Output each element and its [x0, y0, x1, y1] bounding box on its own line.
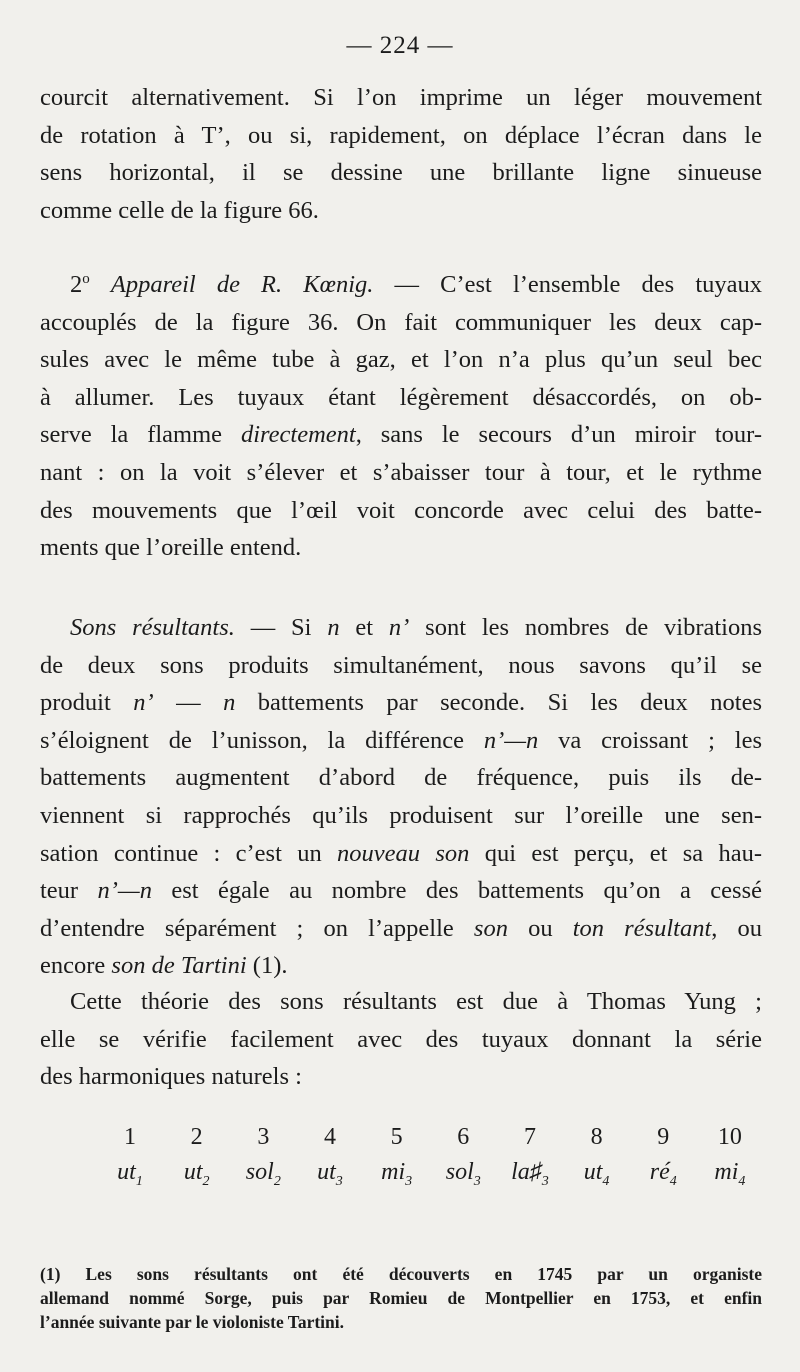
footnote-line: l’année suivante par le violoniste Tartini. — [40, 1312, 345, 1332]
text-line: elle se vérifie facilement avec des tuyaux donnant la série — [40, 1025, 762, 1053]
harmonic-note: $mi_4$ — [714, 1159, 746, 1189]
harmonic-number: 1 — [124, 1124, 136, 1150]
harmonic-number: 5 — [390, 1124, 403, 1150]
variable: n — [327, 614, 340, 641]
text-line: des harmoniques naturels : — [40, 1063, 302, 1091]
octave-index: 3 — [335, 1173, 343, 1189]
text-run: serve la flamme — [40, 421, 241, 449]
harmonic-note: sol$_3$ — [445, 1159, 481, 1189]
paragraph-1 — [40, 79, 762, 229]
emphasis: directement — [240, 421, 356, 449]
emphasis: ton résultant — [572, 914, 712, 942]
text-line: ments que l’oreille entend. — [40, 534, 302, 562]
text-line: sules avec le même tube à gaz, et l’on n’a plus qu’un seul bec — [40, 346, 762, 374]
harmonic-number: 7 — [523, 1124, 536, 1150]
harmonic-numbers-row — [98, 1124, 762, 1151]
paragraph-3 — [40, 609, 762, 985]
text-line — [40, 947, 762, 985]
footnote-ref: (1). — [246, 952, 288, 980]
harmonic-note: $ut_2$ — [183, 1159, 210, 1189]
text-line — [40, 872, 762, 910]
harmonic-note: sol$_2$ — [245, 1159, 281, 1189]
expression: n’—n — [97, 877, 152, 905]
octave-index: 3 — [473, 1173, 481, 1189]
section-heading: Sons résultants. — [70, 614, 235, 641]
text-line: de rotation à T’, ou si, rapidement, on déplace l’écran dans le — [40, 121, 762, 149]
text-line: à allumer. Les tuyaux étant légèrement désaccordés, on ob- — [40, 383, 762, 411]
text-run: — — [153, 689, 224, 717]
harmonic-note: $ré_4$ — [649, 1159, 677, 1189]
text-run: teur — [40, 877, 98, 905]
harmonics-table — [98, 1124, 762, 1189]
text-line: sens horizontal, il se dessine une brillante ligne sinueuse — [40, 159, 762, 187]
harmonic-note: $la♯_3$ — [511, 1159, 549, 1189]
page-number: — 224 — — [346, 32, 454, 59]
text-line — [40, 835, 762, 873]
harmonic-number: 8 — [590, 1124, 603, 1150]
harmonic-number: 6 — [457, 1124, 470, 1150]
text-line — [40, 910, 762, 948]
text-line — [40, 266, 762, 304]
emphasis: son — [473, 914, 508, 942]
text-line: battements augmentent d’abord de fréquence, puis ils de- — [40, 764, 762, 792]
text-line: viennent si rapprochés qu’ils produisent sur l’oreille une sen- — [40, 801, 762, 829]
text-run: est égale au nombre des battements qu’on a cessé — [151, 877, 762, 905]
paragraph-2 — [40, 266, 762, 567]
text-run: qui est perçu, et sa hau- — [469, 839, 762, 867]
text-run: va croissant ; les — [538, 726, 762, 754]
text-line — [40, 722, 762, 760]
variable: n — [223, 689, 236, 717]
text-line — [40, 416, 762, 454]
harmonic-note: $ut_1$ — [117, 1159, 143, 1189]
harmonic-number: 10 — [717, 1124, 742, 1150]
harmonic-note: $ut_3$ — [317, 1159, 343, 1189]
expression: n’—n — [483, 726, 539, 754]
variable: n’ — [133, 689, 154, 717]
text-run: — Si — [234, 614, 328, 641]
octave-index: 4 — [669, 1173, 677, 1189]
octave-index: 4 — [602, 1173, 610, 1189]
text-line: accouplés de la figure 36. On fait communiquer les deux cap- — [40, 308, 762, 336]
footnote-line: allemand nommé Sorge, puis par Romieu de Montpellier en 1753, et enfin — [40, 1288, 762, 1308]
section-number: 2 — [70, 271, 83, 298]
octave-index: 4 — [738, 1173, 746, 1189]
document-page — [40, 0, 762, 1372]
text-run: battements par seconde. Si les deux notes — [235, 689, 762, 717]
paragraph-4 — [40, 983, 762, 1096]
text-run: et — [339, 614, 389, 641]
octave-index: 1 — [135, 1173, 143, 1189]
harmonic-number: 2 — [190, 1124, 203, 1150]
text-run: sation continue : c’est un — [40, 839, 338, 867]
harmonic-number: 4 — [323, 1124, 336, 1150]
text-line: courcit alternativement. Si l’on imprime un léger mouvement — [40, 84, 762, 111]
text-line: nant : on la voit s’élever et s’abaisser tour à tour, et le rythme — [40, 458, 762, 486]
text-run: , sans le secours d’un miroir tour- — [355, 421, 762, 449]
octave-index: 2 — [202, 1173, 210, 1189]
text-run: produit — [40, 689, 134, 717]
section-heading: Appareil de R. Kœnig. — [110, 271, 374, 298]
emphasis: nouveau son — [337, 839, 470, 867]
text-line: de deux sons produits simultanément, nous savons qu’il se — [40, 651, 762, 679]
text-line — [40, 684, 762, 722]
text-line: des mouvements que l’œil voit concorde avec celui des batte- — [40, 496, 762, 524]
harmonic-note: $mi_3$ — [381, 1159, 413, 1189]
text-run: s’éloignent de l’unisson, la différence — [40, 726, 484, 754]
harmonic-number: 3 — [257, 1124, 270, 1150]
harmonic-note: $ut_4$ — [583, 1159, 610, 1189]
footnote — [40, 1262, 762, 1334]
text-line — [40, 609, 762, 647]
octave-index: 3 — [541, 1173, 549, 1189]
text-line: comme celle de la figure 66. — [40, 196, 319, 224]
text-run: sont les nombres de vibrations — [409, 614, 763, 641]
octave-index: 2 — [273, 1173, 281, 1189]
text-run: d’entendre séparément ; on l’appelle — [40, 914, 474, 942]
harmonic-number: 9 — [657, 1124, 670, 1150]
text-run: — C’est l’ensemble des tuyaux — [373, 271, 763, 298]
footnote-line: (1) Les sons résultants ont été découverts en 1745 par un organiste — [40, 1264, 762, 1284]
variable: n’ — [388, 614, 410, 641]
ordinal-mark: o — [82, 270, 90, 287]
text-run: encore — [40, 952, 112, 980]
text-run: , ou — [711, 914, 763, 942]
text-line: Cette théorie des sons résultants est due à Thomas Yung ; — [70, 988, 762, 1015]
text-run: ou — [507, 914, 573, 942]
emphasis: son de Tartini — [111, 952, 247, 980]
harmonic-names-row — [98, 1159, 762, 1189]
octave-index: 3 — [405, 1173, 413, 1189]
